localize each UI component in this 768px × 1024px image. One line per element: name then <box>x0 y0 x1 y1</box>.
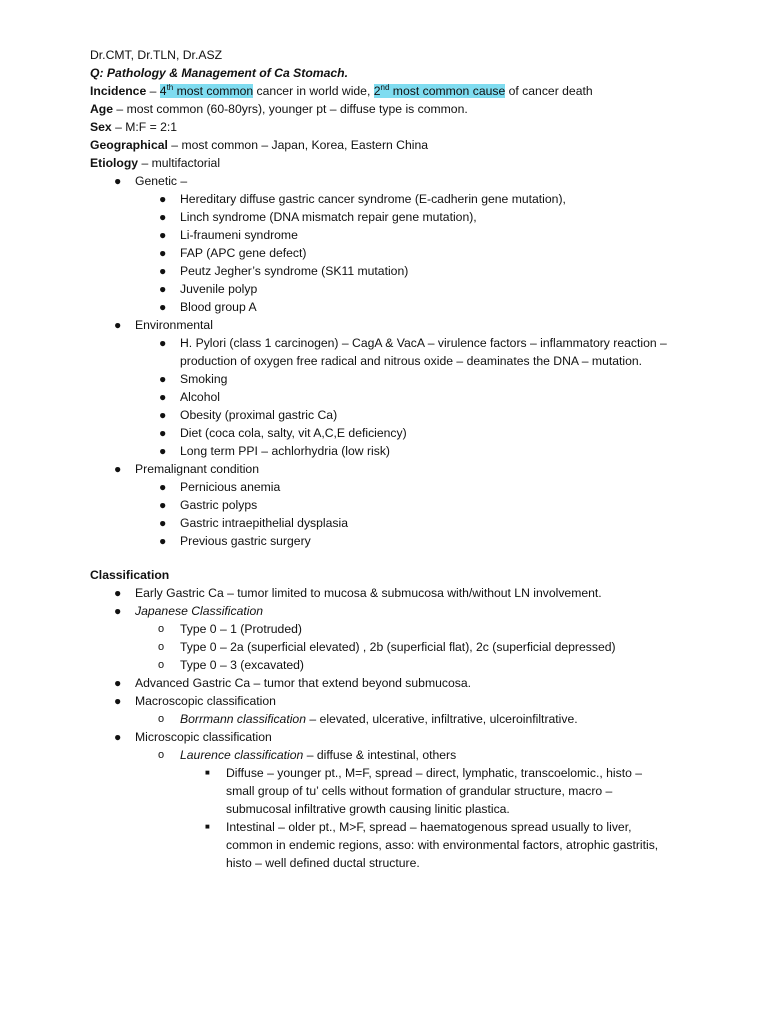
incidence-label: Incidence <box>90 84 147 98</box>
japanese-list <box>90 620 690 674</box>
highlight-4th: 4th most common <box>159 82 254 98</box>
microscopic-list <box>90 746 690 764</box>
microscopic-header <box>90 728 690 746</box>
list-item: ● FAP (APC gene defect) <box>159 246 307 260</box>
list-item: ● Macroscopic classification <box>114 694 276 708</box>
list-item: ● Obesity (proximal gastric Ca) <box>159 408 338 422</box>
genetic-list <box>90 190 690 316</box>
list-item: ● Smoking <box>159 372 228 386</box>
list-item: ● H. Pylori (class 1 carcinogen) – CagA & VacA – virulence factors – inflammatory reaction – production of oxygen free radical and nitrous oxide – deaminates the DNA – mutation. <box>159 336 667 368</box>
list-item: ● Early Gastric Ca – tumor limited to mucosa & submucosa with/without LN involvement. <box>114 586 602 600</box>
list-item: ● Juvenile polyp <box>159 282 258 296</box>
list-item: ● Premalignant condition <box>114 462 259 476</box>
incidence-line: Incidence – 4th most common cancer in world wide, 2nd most common cause of cancer death <box>90 82 593 98</box>
premalignant-list <box>90 478 690 550</box>
classification-list <box>90 584 690 620</box>
laurence-list <box>90 764 690 872</box>
advanced-list <box>90 674 690 710</box>
list-item: o Borrmann classification – elevated, ulcerative, infiltrative, ulceroinfiltrative. <box>158 712 578 726</box>
list-item: ● Pernicious anemia <box>159 480 281 494</box>
age-line: Age – most common (60-80yrs), younger pt – diffuse type is common. <box>90 102 468 116</box>
list-item: ● Genetic – <box>114 174 188 188</box>
document-body <box>90 46 690 872</box>
list-item: ■ Intestinal – older pt., M>F, spread – haematogenous spread usually to liver, common in endemic regions, asso: with environmental factors, atrophic gastritis, histo – well defined ductal structure. <box>205 820 659 870</box>
list-item: ■ Diffuse – younger pt., M=F, spread – direct, lymphatic, transcoelomic., histo – small group of tu’ cells without formation of grandular structure, macro – submucosal infiltrative growth causing linitic plastica. <box>205 766 643 816</box>
list-item: ● Long term PPI – achlorhydria (low risk) <box>159 444 390 458</box>
list-item: ● Li-fraumeni syndrome <box>159 228 298 242</box>
list-item: o Type 0 – 3 (excavated) <box>158 658 304 672</box>
list-item: ● Diet (coca cola, salty, vit A,C,E deficiency) <box>159 426 407 440</box>
list-item: o Type 0 – 1 (Protruded) <box>158 622 302 636</box>
list-item: ● Blood group A <box>159 300 257 314</box>
environmental-list <box>90 334 690 460</box>
highlight-2nd: 2nd most common cause <box>373 82 506 98</box>
list-item: o Laurence classification – diffuse & intestinal, others <box>158 748 457 762</box>
list-item: ● Previous gastric surgery <box>159 534 311 548</box>
geographical-line: Geographical – most common – Japan, Korea, Eastern China <box>90 138 429 152</box>
list-item: ● Linch syndrome (DNA mismatch repair gene mutation), <box>159 210 477 224</box>
environmental-header <box>90 316 690 334</box>
list-item: ● Peutz Jegher’s syndrome (SK11 mutation) <box>159 264 409 278</box>
list-item: ● Environmental <box>114 318 213 332</box>
premalignant-header <box>90 460 690 478</box>
list-item: ● Alcohol <box>159 390 220 404</box>
question-heading: Q: Pathology & Management of Ca Stomach. <box>90 66 348 80</box>
list-item: o Type 0 – 2a (superficial elevated) , 2b (superficial flat), 2c (superficial depressed) <box>158 640 616 654</box>
spacer <box>90 550 690 566</box>
classification-heading: Classification <box>90 568 170 582</box>
list-item: ● Gastric intraepithelial dysplasia <box>159 516 348 530</box>
list-item: ● Japanese Classification <box>114 604 264 618</box>
etiology-line: Etiology – multifactorial <box>90 156 221 170</box>
sex-line: Sex – M:F = 2:1 <box>90 120 178 134</box>
macroscopic-list <box>90 710 690 728</box>
list-item: ● Microscopic classification <box>114 730 272 744</box>
list-item: ● Hereditary diffuse gastric cancer syndrome (E-cadherin gene mutation), <box>159 192 566 206</box>
list-item: ● Gastric polyps <box>159 498 258 512</box>
etiology-list <box>90 172 690 190</box>
list-item: ● Advanced Gastric Ca – tumor that extend beyond submucosa. <box>114 676 472 690</box>
authors-line: Dr.CMT, Dr.TLN, Dr.ASZ <box>90 48 223 62</box>
